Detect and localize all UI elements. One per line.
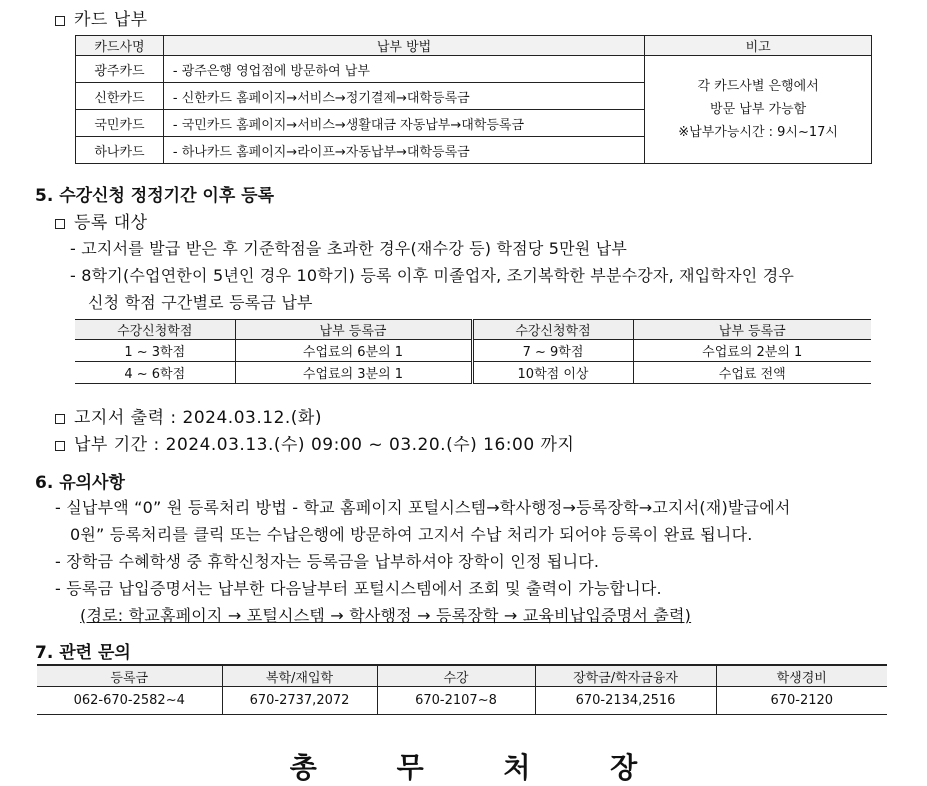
bill-print-date: 고지서 출력 : 2024.03.12.(화) bbox=[55, 403, 322, 428]
card-name: 광주카드 bbox=[76, 56, 164, 83]
section5-line1: - 고지서를 발급 받은 후 기준학점을 초과한 경우(재수강 등) 학점당 5만원 납부 bbox=[70, 239, 628, 258]
table-header: 등록금 bbox=[37, 665, 222, 687]
table-row bbox=[75, 362, 871, 384]
contact-phone: 062-670-2582~4 bbox=[37, 687, 222, 715]
card-payment-heading: 카드 납부 bbox=[55, 5, 148, 30]
table-header: 수강신청학점 bbox=[75, 320, 235, 340]
table-row bbox=[75, 340, 871, 362]
fee-table bbox=[75, 319, 871, 384]
table-cell: 7 ~ 9학점 bbox=[472, 340, 633, 362]
table-header: 장학금/학자금융자 bbox=[535, 665, 716, 687]
table-header-row bbox=[76, 36, 872, 56]
table-cell: 4 ~ 6학점 bbox=[75, 362, 235, 384]
table-header: 수강 bbox=[377, 665, 535, 687]
table-header: 납부 등록금 bbox=[633, 320, 871, 340]
card-method: - 광주은행 영업점에 방문하여 납부 bbox=[163, 56, 644, 83]
certificate-path: (경로: 학교홈페이지 → 포털시스템 → 학사행정 → 등록장학 → 교육비납입증명서 출력) bbox=[80, 606, 692, 625]
card-method: - 신한카드 홈페이지→서비스→정기결제→대학등록금 bbox=[163, 83, 644, 110]
table-header: 학생경비 bbox=[716, 665, 887, 687]
section5-line2a: - 8학기(수업연한이 5년인 경우 10학기) 등록 이후 미졸업자, 조기복학한 부분수강자, 재입학자인 경우 bbox=[70, 266, 795, 285]
table-cell: 수업료 전액 bbox=[633, 362, 871, 384]
section5-line2b: 신청 학점 구간별로 등록금 납부 bbox=[88, 293, 313, 312]
card-name: 신한카드 bbox=[76, 83, 164, 110]
section6-line1b: 0원” 등록처리를 클릭 또는 수납은행에 방문하여 고지서 수납 처리가 되어야 등록이 완료 됩니다. bbox=[70, 525, 753, 544]
section6-line1a: - 실납부액 “0” 원 등록처리 방법 - 학교 홈페이지 포털시스템→학사행정→등록장학→고지서(재)발급에서 bbox=[55, 498, 791, 517]
section5-title: 5. 수강신청 정정기간 이후 등록 bbox=[35, 186, 275, 206]
table-header: 납부 등록금 bbox=[235, 320, 472, 340]
table-header: 카드사명 bbox=[76, 36, 164, 56]
contact-table bbox=[37, 664, 887, 715]
table-row bbox=[76, 56, 872, 83]
table-cell: 수업료의 3분의 1 bbox=[235, 362, 472, 384]
table-header: 수강신청학점 bbox=[472, 320, 633, 340]
checkbox-square-icon bbox=[55, 414, 65, 424]
section6-line2: - 장학금 수혜학생 중 휴학신청자는 등록금을 납부하셔야 장학이 인정 됩니다. bbox=[55, 552, 600, 571]
table-cell: 10학점 이상 bbox=[472, 362, 633, 384]
table-header: 복학/재입학 bbox=[222, 665, 377, 687]
section6-title: 6. 유의사항 bbox=[35, 473, 125, 493]
table-header: 납부 방법 bbox=[163, 36, 644, 56]
checkbox-square-icon bbox=[55, 441, 65, 451]
registration-target-heading: 등록 대상 bbox=[55, 208, 148, 233]
section7-title: 7. 관련 문의 bbox=[35, 643, 131, 663]
card-method: - 국민카드 홈페이지→서비스→생활대금 자동납부→대학등록금 bbox=[163, 110, 644, 137]
issuer-signature: 총 무 처 장 bbox=[289, 751, 673, 784]
card-payment-table bbox=[75, 35, 872, 164]
table-header-row bbox=[37, 665, 887, 687]
contact-phone: 670-2134,2516 bbox=[535, 687, 716, 715]
payment-period: 납부 기간 : 2024.03.13.(수) 09:00 ~ 03.20.(수) 16:00 까지 bbox=[55, 430, 574, 455]
checkbox-square-icon bbox=[55, 16, 65, 26]
table-cell: 수업료의 6분의 1 bbox=[235, 340, 472, 362]
section6-line3: - 등록금 납입증명서는 납부한 다음날부터 포털시스템에서 조회 및 출력이 가능합니다. bbox=[55, 579, 662, 598]
table-header: 비고 bbox=[645, 36, 872, 56]
table-header-row bbox=[75, 320, 871, 340]
table-cell: 1 ~ 3학점 bbox=[75, 340, 235, 362]
table-cell: 수업료의 2분의 1 bbox=[633, 340, 871, 362]
table-row bbox=[37, 687, 887, 715]
card-method: - 하나카드 홈페이지→라이프→자동납부→대학등록금 bbox=[163, 137, 644, 164]
card-name: 하나카드 bbox=[76, 137, 164, 164]
checkbox-square-icon bbox=[55, 219, 65, 229]
contact-phone: 670-2737,2072 bbox=[222, 687, 377, 715]
contact-phone: 670-2107~8 bbox=[377, 687, 535, 715]
card-note: 각 카드사별 은행에서 방문 납부 가능함 ※납부가능시간 : 9시~17시 bbox=[645, 56, 872, 164]
card-name: 국민카드 bbox=[76, 110, 164, 137]
contact-phone: 670-2120 bbox=[716, 687, 887, 715]
